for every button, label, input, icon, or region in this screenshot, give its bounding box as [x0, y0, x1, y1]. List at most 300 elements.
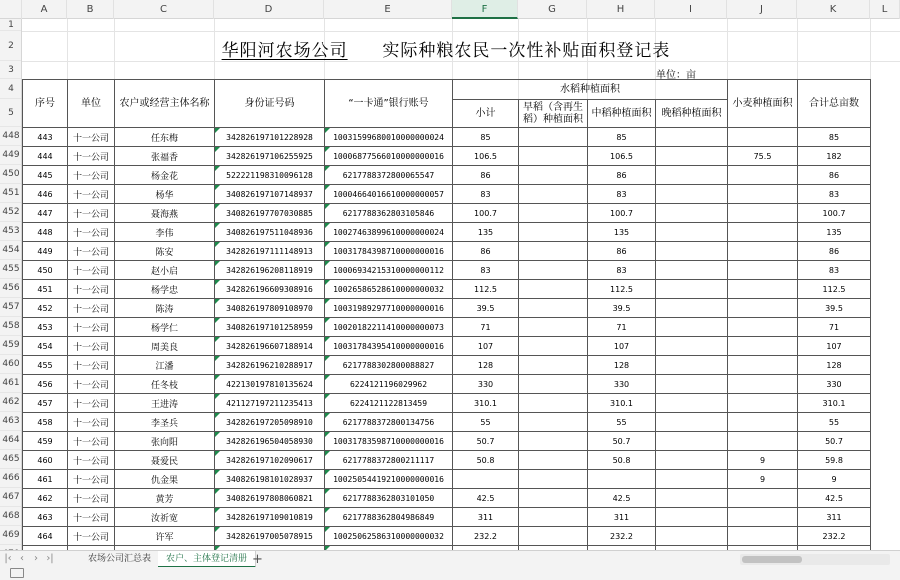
cell-wheat-area[interactable] [728, 375, 798, 394]
row-number[interactable]: 452 [0, 203, 22, 222]
cell-bank-account[interactable]: 6217788372800211117 [325, 451, 453, 470]
add-sheet-button[interactable]: + [252, 552, 263, 567]
cell-id-number[interactable]: 342826197111148913 [215, 242, 325, 261]
table-row[interactable] [23, 223, 871, 242]
cell-bank-account[interactable]: 10006934215310000000112 [325, 261, 453, 280]
cell-middle-rice[interactable]: 83 [588, 185, 656, 204]
cell-early-rice[interactable] [519, 394, 588, 413]
row-number[interactable]: 5 [0, 99, 22, 127]
row-number[interactable]: 450 [0, 165, 22, 184]
cell-wheat-area[interactable] [728, 413, 798, 432]
cell-bank-account[interactable]: 6217788302800088827 [325, 356, 453, 375]
row-number[interactable]: 465 [0, 450, 22, 469]
cell-subtotal[interactable]: 107 [453, 337, 519, 356]
cell-seq[interactable]: 443 [23, 128, 68, 147]
cell-name[interactable]: 张福香 [115, 147, 215, 166]
column-header-g[interactable]: G [518, 0, 587, 19]
cell-total-area[interactable]: 128 [798, 356, 871, 375]
cell-subtotal[interactable]: 330 [453, 375, 519, 394]
cell-total-area[interactable]: 42.5 [798, 489, 871, 508]
cell-wheat-area[interactable] [728, 185, 798, 204]
table-row[interactable] [23, 413, 871, 432]
first-sheet-icon[interactable]: |‹ [4, 553, 12, 564]
cell-id-number[interactable]: 342826197005078915 [215, 527, 325, 546]
cell-wheat-area[interactable] [728, 527, 798, 546]
cell-late-rice[interactable] [656, 432, 728, 451]
cell-middle-rice[interactable]: 83 [588, 261, 656, 280]
cell-wheat-area[interactable] [728, 223, 798, 242]
column-header-c[interactable]: C [114, 0, 214, 19]
cell-bank-account[interactable]: 6217788362803101050 [325, 489, 453, 508]
cell-early-rice[interactable] [519, 261, 588, 280]
row-number[interactable]: 468 [0, 507, 22, 526]
cell-total-area[interactable]: 39.5 [798, 299, 871, 318]
cell-middle-rice[interactable]: 311 [588, 508, 656, 527]
cell-middle-rice[interactable]: 71 [588, 318, 656, 337]
cell-total-area[interactable]: 9 [798, 470, 871, 489]
sheet-tab-summary[interactable]: 农场公司汇总表 [80, 551, 160, 568]
cell-unit[interactable]: 十一公司 [68, 356, 115, 375]
horizontal-scrollbar[interactable] [740, 554, 890, 565]
cell-name[interactable]: 任冬枝 [115, 375, 215, 394]
cell-id-number[interactable]: 342826196210288917 [215, 356, 325, 375]
cell-seq[interactable]: 464 [23, 527, 68, 546]
table-row[interactable] [23, 470, 871, 489]
table-row[interactable] [23, 508, 871, 527]
cell-late-rice[interactable] [656, 242, 728, 261]
cell-total-area[interactable]: 135 [798, 223, 871, 242]
cell-total-area[interactable]: 232.2 [798, 527, 871, 546]
row-number[interactable]: 459 [0, 336, 22, 355]
cell-early-rice[interactable] [519, 375, 588, 394]
cell-late-rice[interactable] [656, 128, 728, 147]
cell-early-rice[interactable] [519, 242, 588, 261]
cell-id-number[interactable]: 340826198101028937 [215, 470, 325, 489]
cell-unit[interactable]: 十一公司 [68, 451, 115, 470]
column-header-i[interactable]: I [655, 0, 727, 19]
cell-name[interactable]: 李伟 [115, 223, 215, 242]
cell-id-number[interactable]: 340826197107148937 [215, 185, 325, 204]
cell-subtotal[interactable]: 112.5 [453, 280, 519, 299]
column-header-h[interactable]: H [587, 0, 655, 19]
row-number[interactable]: 456 [0, 279, 22, 298]
prev-sheet-icon[interactable]: ‹ [20, 553, 24, 564]
cell-name[interactable]: 赵小启 [115, 261, 215, 280]
cell-late-rice[interactable] [656, 394, 728, 413]
cell-subtotal[interactable] [453, 470, 519, 489]
cell-id-number[interactable]: 342826196208118919 [215, 261, 325, 280]
cell-late-rice[interactable] [656, 299, 728, 318]
last-sheet-icon[interactable]: ›| [46, 553, 54, 564]
cell-unit[interactable]: 十一公司 [68, 280, 115, 299]
cell-early-rice[interactable] [519, 337, 588, 356]
cell-seq[interactable]: 445 [23, 166, 68, 185]
row-number[interactable]: 455 [0, 260, 22, 279]
cell-unit[interactable]: 十一公司 [68, 413, 115, 432]
column-header-b[interactable]: B [67, 0, 114, 19]
cell-early-rice[interactable] [519, 489, 588, 508]
cell-unit[interactable]: 十一公司 [68, 299, 115, 318]
cell-seq[interactable]: 448 [23, 223, 68, 242]
row-number[interactable]: 451 [0, 184, 22, 203]
cell-unit[interactable]: 十一公司 [68, 223, 115, 242]
cell-middle-rice[interactable]: 50.8 [588, 451, 656, 470]
next-sheet-icon[interactable]: › [34, 553, 38, 564]
cell-name[interactable]: 许军 [115, 527, 215, 546]
cell-wheat-area[interactable] [728, 242, 798, 261]
cell-early-rice[interactable] [519, 318, 588, 337]
cell-name[interactable]: 任东梅 [115, 128, 215, 147]
cell-name[interactable]: 杨学忠 [115, 280, 215, 299]
cell-subtotal[interactable]: 311 [453, 508, 519, 527]
table-row[interactable] [23, 242, 871, 261]
table-row[interactable] [23, 299, 871, 318]
cell-total-area[interactable]: 182 [798, 147, 871, 166]
table-row[interactable] [23, 261, 871, 280]
cell-bank-account[interactable]: 10031783598710000000016 [325, 432, 453, 451]
row-number[interactable]: 4 [0, 79, 22, 99]
cell-unit[interactable]: 十一公司 [68, 337, 115, 356]
cell-middle-rice[interactable]: 39.5 [588, 299, 656, 318]
cell-bank-account[interactable]: 10006877566010000000016 [325, 147, 453, 166]
cell-wheat-area[interactable] [728, 261, 798, 280]
row-number[interactable]: 453 [0, 222, 22, 241]
cell-id-number[interactable]: 342826196609308916 [215, 280, 325, 299]
table-row[interactable] [23, 489, 871, 508]
cell-middle-rice[interactable]: 107 [588, 337, 656, 356]
cell-id-number[interactable]: 421127197211235413 [215, 394, 325, 413]
column-header-f[interactable]: F [452, 0, 518, 19]
cell-name[interactable]: 聂海燕 [115, 204, 215, 223]
cell-total-area[interactable]: 83 [798, 185, 871, 204]
cell-name[interactable]: 陈涛 [115, 299, 215, 318]
column-header-l[interactable]: L [870, 0, 900, 19]
cell-late-rice[interactable] [656, 489, 728, 508]
cell-seq[interactable]: 461 [23, 470, 68, 489]
cell-seq[interactable]: 453 [23, 318, 68, 337]
cell-subtotal[interactable]: 83 [453, 261, 519, 280]
cell-total-area[interactable]: 71 [798, 318, 871, 337]
table-row[interactable] [23, 147, 871, 166]
cell-late-rice[interactable] [656, 185, 728, 204]
cell-unit[interactable]: 十一公司 [68, 527, 115, 546]
column-header-a[interactable]: A [22, 0, 67, 19]
cell-name[interactable]: 张向阳 [115, 432, 215, 451]
cell-unit[interactable]: 十一公司 [68, 147, 115, 166]
cell-total-area[interactable]: 50.7 [798, 432, 871, 451]
cell-subtotal[interactable]: 39.5 [453, 299, 519, 318]
cell-id-number[interactable]: 342826196504058930 [215, 432, 325, 451]
row-number[interactable]: 3 [0, 61, 22, 79]
table-row[interactable] [23, 394, 871, 413]
cell-id-number[interactable]: 342826197205098910 [215, 413, 325, 432]
cell-total-area[interactable]: 83 [798, 261, 871, 280]
cell-seq[interactable]: 451 [23, 280, 68, 299]
cell-middle-rice[interactable] [588, 470, 656, 489]
row-number[interactable]: 463 [0, 412, 22, 431]
table-row[interactable] [23, 204, 871, 223]
cell-wheat-area[interactable] [728, 508, 798, 527]
cell-id-number[interactable]: 522221198310096128 [215, 166, 325, 185]
cell-subtotal[interactable]: 85 [453, 128, 519, 147]
cell-bank-account[interactable]: 10031599680010000000024 [325, 128, 453, 147]
cell-late-rice[interactable] [656, 508, 728, 527]
cell-total-area[interactable]: 59.8 [798, 451, 871, 470]
cell-early-rice[interactable] [519, 185, 588, 204]
cell-seq[interactable]: 447 [23, 204, 68, 223]
cell-middle-rice[interactable]: 86 [588, 166, 656, 185]
cell-subtotal[interactable]: 42.5 [453, 489, 519, 508]
cell-middle-rice[interactable]: 55 [588, 413, 656, 432]
cell-bank-account[interactable]: 6217788372800065547 [325, 166, 453, 185]
cell-early-rice[interactable] [519, 299, 588, 318]
cell-name[interactable]: 汝祈宽 [115, 508, 215, 527]
cell-id-number[interactable]: 340826197808060821 [215, 489, 325, 508]
cell-late-rice[interactable] [656, 204, 728, 223]
cell-bank-account[interactable]: 10031989297710000000016 [325, 299, 453, 318]
cell-early-rice[interactable] [519, 128, 588, 147]
cell-late-rice[interactable] [656, 223, 728, 242]
cell-subtotal[interactable]: 71 [453, 318, 519, 337]
cell-wheat-area[interactable]: 9 [728, 451, 798, 470]
cell-middle-rice[interactable]: 100.7 [588, 204, 656, 223]
cell-subtotal[interactable]: 86 [453, 166, 519, 185]
cell-bank-account[interactable]: 10031784395410000000016 [325, 337, 453, 356]
cell-early-rice[interactable] [519, 166, 588, 185]
sheet-grid[interactable] [22, 19, 900, 550]
cell-seq[interactable]: 456 [23, 375, 68, 394]
row-number[interactable]: 454 [0, 241, 22, 260]
cell-wheat-area[interactable] [728, 204, 798, 223]
cell-seq[interactable]: 449 [23, 242, 68, 261]
cell-subtotal[interactable]: 232.2 [453, 527, 519, 546]
cell-early-rice[interactable] [519, 451, 588, 470]
cell-subtotal[interactable]: 55 [453, 413, 519, 432]
cell-middle-rice[interactable]: 85 [588, 128, 656, 147]
cell-middle-rice[interactable]: 50.7 [588, 432, 656, 451]
cell-seq[interactable]: 462 [23, 489, 68, 508]
cell-total-area[interactable]: 55 [798, 413, 871, 432]
cell-late-rice[interactable] [656, 375, 728, 394]
cell-unit[interactable]: 十一公司 [68, 375, 115, 394]
table-row[interactable] [23, 375, 871, 394]
cell-subtotal[interactable]: 50.8 [453, 451, 519, 470]
cell-early-rice[interactable] [519, 204, 588, 223]
row-number[interactable]: 469 [0, 526, 22, 545]
cell-unit[interactable]: 十一公司 [68, 470, 115, 489]
cell-bank-account[interactable]: 10004664016610000000057 [325, 185, 453, 204]
cell-subtotal[interactable]: 83 [453, 185, 519, 204]
cell-late-rice[interactable] [656, 356, 728, 375]
cell-seq[interactable]: 450 [23, 261, 68, 280]
cell-subtotal[interactable]: 100.7 [453, 204, 519, 223]
cell-bank-account[interactable]: 6224121196029962 [325, 375, 453, 394]
cell-bank-account[interactable]: 10026586528610000000032 [325, 280, 453, 299]
cell-wheat-area[interactable] [728, 280, 798, 299]
cell-name[interactable]: 陈安 [115, 242, 215, 261]
cell-id-number[interactable]: 342826196607188914 [215, 337, 325, 356]
cell-middle-rice[interactable]: 232.2 [588, 527, 656, 546]
cell-middle-rice[interactable]: 42.5 [588, 489, 656, 508]
cell-seq[interactable]: 460 [23, 451, 68, 470]
cell-unit[interactable]: 十一公司 [68, 318, 115, 337]
cell-unit[interactable]: 十一公司 [68, 204, 115, 223]
cell-seq[interactable]: 454 [23, 337, 68, 356]
cell-unit[interactable]: 十一公司 [68, 128, 115, 147]
cell-name[interactable]: 黄芳 [115, 489, 215, 508]
cell-late-rice[interactable] [656, 280, 728, 299]
cell-id-number[interactable]: 342826197101228928 [215, 128, 325, 147]
cell-middle-rice[interactable]: 310.1 [588, 394, 656, 413]
column-header-e[interactable]: E [324, 0, 452, 19]
cell-middle-rice[interactable]: 128 [588, 356, 656, 375]
table-row[interactable] [23, 527, 871, 546]
cell-id-number[interactable]: 340826197511048936 [215, 223, 325, 242]
cell-early-rice[interactable] [519, 432, 588, 451]
cell-total-area[interactable]: 107 [798, 337, 871, 356]
cell-seq[interactable]: 455 [23, 356, 68, 375]
cell-seq[interactable]: 452 [23, 299, 68, 318]
cell-id-number[interactable]: 342826197109010819 [215, 508, 325, 527]
cell-wheat-area[interactable]: 75.5 [728, 147, 798, 166]
cell-early-rice[interactable] [519, 508, 588, 527]
scrollbar-thumb[interactable] [742, 556, 802, 563]
cell-name[interactable]: 杨学仁 [115, 318, 215, 337]
macro-record-icon[interactable] [10, 568, 24, 578]
cell-early-rice[interactable] [519, 280, 588, 299]
cell-subtotal[interactable]: 106.5 [453, 147, 519, 166]
column-header-d[interactable]: D [214, 0, 324, 19]
cell-wheat-area[interactable] [728, 356, 798, 375]
cell-seq[interactable]: 444 [23, 147, 68, 166]
row-number[interactable]: 448 [0, 127, 22, 146]
row-number[interactable]: 460 [0, 355, 22, 374]
cell-unit[interactable]: 十一公司 [68, 489, 115, 508]
cell-subtotal[interactable]: 86 [453, 242, 519, 261]
column-header-j[interactable]: J [727, 0, 797, 19]
cell-wheat-area[interactable] [728, 489, 798, 508]
cell-total-area[interactable]: 86 [798, 166, 871, 185]
cell-bank-account[interactable]: 10020182211410000000073 [325, 318, 453, 337]
cell-wheat-area[interactable] [728, 432, 798, 451]
cell-early-rice[interactable] [519, 223, 588, 242]
cell-wheat-area[interactable] [728, 166, 798, 185]
row-number[interactable]: 462 [0, 393, 22, 412]
cell-bank-account[interactable]: 6217788362804986849 [325, 508, 453, 527]
cell-seq[interactable]: 463 [23, 508, 68, 527]
cell-bank-account[interactable]: 10025054419210000000016 [325, 470, 453, 489]
cell-total-area[interactable]: 311 [798, 508, 871, 527]
cell-early-rice[interactable] [519, 147, 588, 166]
cell-unit[interactable]: 十一公司 [68, 432, 115, 451]
cell-bank-account[interactable]: 6217788372800134756 [325, 413, 453, 432]
cell-name[interactable]: 李圣兵 [115, 413, 215, 432]
cell-wheat-area[interactable] [728, 318, 798, 337]
cell-seq[interactable]: 459 [23, 432, 68, 451]
cell-name[interactable]: 王进涛 [115, 394, 215, 413]
cell-unit[interactable]: 十一公司 [68, 242, 115, 261]
table-row[interactable] [23, 128, 871, 147]
cell-bank-account[interactable]: 6224121122813459 [325, 394, 453, 413]
row-number[interactable]: 464 [0, 431, 22, 450]
cell-middle-rice[interactable]: 106.5 [588, 147, 656, 166]
cell-subtotal[interactable]: 135 [453, 223, 519, 242]
cell-name[interactable]: 杨华 [115, 185, 215, 204]
cell-early-rice[interactable] [519, 470, 588, 489]
cell-late-rice[interactable] [656, 413, 728, 432]
cell-seq[interactable]: 458 [23, 413, 68, 432]
sheet-tab-register[interactable]: 农户、主体登记清册 [158, 551, 256, 568]
row-number[interactable]: 466 [0, 469, 22, 488]
select-all-corner[interactable] [0, 0, 22, 19]
cell-total-area[interactable]: 310.1 [798, 394, 871, 413]
cell-middle-rice[interactable]: 330 [588, 375, 656, 394]
cell-name[interactable]: 聂爱民 [115, 451, 215, 470]
row-number[interactable]: 2 [0, 31, 22, 61]
cell-wheat-area[interactable] [728, 337, 798, 356]
cell-name[interactable]: 杨金花 [115, 166, 215, 185]
cell-middle-rice[interactable]: 112.5 [588, 280, 656, 299]
column-header-k[interactable]: K [797, 0, 870, 19]
cell-late-rice[interactable] [656, 261, 728, 280]
cell-late-rice[interactable] [656, 318, 728, 337]
table-row[interactable] [23, 318, 871, 337]
cell-wheat-area[interactable]: 9 [728, 470, 798, 489]
cell-name[interactable]: 仇金果 [115, 470, 215, 489]
cell-seq[interactable]: 457 [23, 394, 68, 413]
cell-subtotal[interactable]: 128 [453, 356, 519, 375]
table-row[interactable] [23, 432, 871, 451]
cell-total-area[interactable]: 85 [798, 128, 871, 147]
cell-seq[interactable]: 446 [23, 185, 68, 204]
row-number[interactable]: 1 [0, 19, 22, 31]
cell-unit[interactable]: 十一公司 [68, 261, 115, 280]
cell-bank-account[interactable]: 10025062586310000000032 [325, 527, 453, 546]
cell-late-rice[interactable] [656, 147, 728, 166]
table-row[interactable] [23, 356, 871, 375]
table-row[interactable] [23, 337, 871, 356]
cell-name[interactable]: 周美良 [115, 337, 215, 356]
cell-id-number[interactable]: 342826197102090617 [215, 451, 325, 470]
table-row[interactable] [23, 185, 871, 204]
cell-unit[interactable]: 十一公司 [68, 166, 115, 185]
cell-total-area[interactable]: 86 [798, 242, 871, 261]
cell-unit[interactable]: 十一公司 [68, 185, 115, 204]
cell-late-rice[interactable] [656, 470, 728, 489]
cell-unit[interactable]: 十一公司 [68, 394, 115, 413]
cell-wheat-area[interactable] [728, 394, 798, 413]
cell-late-rice[interactable] [656, 451, 728, 470]
cell-early-rice[interactable] [519, 527, 588, 546]
cell-id-number[interactable]: 340826197707030885 [215, 204, 325, 223]
cell-name[interactable]: 江潘 [115, 356, 215, 375]
table-row[interactable] [23, 166, 871, 185]
cell-late-rice[interactable] [656, 337, 728, 356]
row-number[interactable]: 467 [0, 488, 22, 507]
cell-early-rice[interactable] [519, 356, 588, 375]
cell-unit[interactable]: 十一公司 [68, 508, 115, 527]
cell-early-rice[interactable] [519, 413, 588, 432]
cell-middle-rice[interactable]: 135 [588, 223, 656, 242]
cell-total-area[interactable]: 112.5 [798, 280, 871, 299]
row-number[interactable]: 457 [0, 298, 22, 317]
cell-bank-account[interactable]: 6217788362803105846 [325, 204, 453, 223]
cell-wheat-area[interactable] [728, 299, 798, 318]
table-row[interactable] [23, 280, 871, 299]
cell-late-rice[interactable] [656, 527, 728, 546]
cell-bank-account[interactable]: 10031784398710000000016 [325, 242, 453, 261]
cell-total-area[interactable]: 100.7 [798, 204, 871, 223]
